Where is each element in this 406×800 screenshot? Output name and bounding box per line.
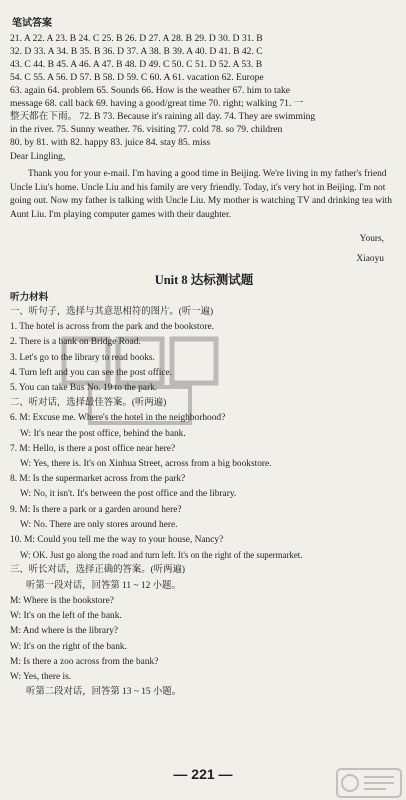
part2-instruction: 二、听对话，选择最佳答案。(听两遍): [10, 398, 167, 409]
listening-heading: 听力材料: [10, 292, 49, 304]
dialogue-line: W: Yes, there is.: [10, 671, 72, 682]
stamp-watermark-icon: [60, 333, 220, 429]
dialogue-line: 10. M: Could you tell me the way to your house, Nancy?: [10, 535, 224, 546]
letter-greeting: Dear Lingling,: [10, 152, 66, 162]
answer-row-1: 21. A 22. A 23. B 24. C 25. B 26. D 27. A 28. B 29. D 30. D 31. B: [10, 33, 263, 44]
letter-signature: Xiaoyu: [356, 254, 384, 265]
dialogue-line: W: No, it isn't. It's between the post office and the library.: [20, 489, 237, 500]
dialogue-line: M: Is there a zoo across from the bank?: [10, 656, 159, 667]
letter-body: Thank you for your e-mail. I'm having a good time in Beijing. We're living in my father's friend Uncle Liu's home. Uncle Liu and his family are very friendly. Today, it's very hot in Beijing. I'm not going out. Now my father is talking with Uncle Liu. My mother is watching TV and drinking tea with Aunt Liu. I'm playing computer games with their daughter.: [10, 169, 392, 220]
dialogue-line: 7. M: Hello, is there a post office near here?: [10, 443, 176, 454]
written-answer-rows: [10, 32, 398, 149]
answer-row-9: 80. by 81. with 82. happy 83. juice 84. stay 85. miss: [10, 137, 211, 148]
answer-row-3: 43. C 44. B 45. A 46. A 47. B 48. D 49. C 50. C 51. D 52. A 53. B: [10, 59, 263, 70]
dialogue-line: W: It's near the post office, behind the bank.: [20, 428, 186, 439]
part1-instruction: 一、听句子，选择与其意思相符的图片。(听一遍): [10, 307, 214, 318]
letter: [10, 151, 398, 222]
dialogue-line: W: OK. Just go along the road and turn left. It's on the right of the supermarket.: [20, 550, 303, 561]
dialogue-line: W: Yes, there is. It's on Xinhua Street, across from a big bookstore.: [20, 459, 272, 470]
written-answers-title: 笔试答案: [12, 18, 52, 29]
answer-row-8: in the river. 75. Sunny weather. 76. visiting 77. cold 78. so 79. children: [10, 124, 283, 135]
letter-signoff: [10, 232, 384, 266]
dialogue-line: W: No. There are only stores around here.: [20, 519, 178, 530]
dialogue-line: 8. M: Is the supermarket across from the park?: [10, 474, 186, 485]
letter-closing: Yours,: [359, 234, 384, 245]
page-number: — 221 —: [173, 766, 233, 782]
part3-instruction: 三、听长对话，选择正确的答案。(听两遍): [10, 565, 185, 576]
listening-line: 5. You can take Bus No. 19 to the park.: [10, 383, 158, 394]
dialogue-line: M: Where is the bookstore?: [10, 595, 114, 606]
dialogue-intro: 听第一段对话，回答第 11 ~ 12 小题。: [26, 580, 181, 591]
answer-row-6: message 68. call back 69. having a good/great time 70. right; walking 71. 一: [10, 98, 304, 109]
answer-row-2: 32. D 33. A 34. B 35. B 36. D 37. A 38. B 39. A 40. D 41. B 42. C: [10, 46, 263, 57]
listening-line: 1. The hotel is across from the park and the bookstore.: [10, 322, 214, 333]
dialogue-line: 6. M: Excuse me. Where's the hotel in the neighborhood?: [10, 413, 226, 424]
listening-line: 2. There is a bank on Bridge Road.: [10, 337, 141, 348]
dialogue-line: W: It's on the right of the bank.: [10, 641, 127, 652]
listening-line: 3. Let's go to the library to read books.: [10, 352, 155, 363]
answer-row-5: 63. again 64. problem 65. Sounds 66. How is the weather 67. him to take: [10, 85, 291, 96]
dialogue-line: 9. M: Is there a park or a garden around here?: [10, 504, 182, 515]
dialogue-line: M: And where is the library?: [10, 626, 119, 637]
answer-row-7: 整天都在下雨。 72. B 73. Because it's raining all day. 74. They are swimming: [10, 111, 316, 122]
unit-title: Unit 8 达标测试题: [154, 273, 254, 288]
answer-row-4: 54. C 55. A 56. D 57. B 58. D 59. C 60. A 61. vacation 62. Europe: [10, 72, 264, 83]
listening-line: 4. Turn left and you can see the post office.: [10, 367, 173, 378]
dialogue-intro: 听第二段对话，回答第 13 ~ 15 小题。: [26, 687, 182, 698]
dialogue-line: W: It's on the left of the bank.: [10, 611, 122, 622]
